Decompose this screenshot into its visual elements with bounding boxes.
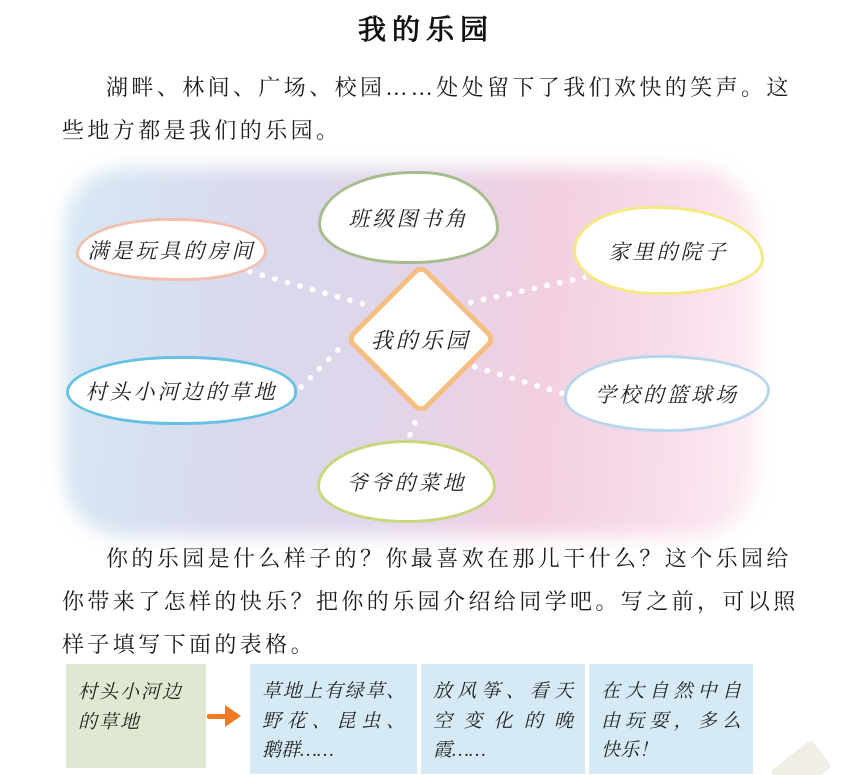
prompt-paragraph [62,537,806,666]
table-cell-line: 草地上有绿草、 [262,681,405,702]
intro-paragraph [62,66,806,152]
arrow-shaft [207,714,227,719]
mindmap-node-label: 村头小河边的草地 [85,379,278,404]
table-cell-line: 在大自然中自 [601,681,741,702]
table-cell-place-line: 村头小河边 [78,682,184,703]
table-cell-line: 霞…… [433,740,486,761]
arrow-right-icon [207,705,245,727]
intro-line-2: 些地方都是我们的乐园。 [62,118,342,143]
intro-line-1: 湖畔、林间、广场、校园……处处留下了我们欢快的笑声。这 [106,75,792,100]
mindmap-node-label: 家里的院子 [608,239,729,264]
prompt-line-3: 样子填写下面的表格。 [62,632,317,657]
prompt-line-2: 你带来了怎样的快乐？把你的乐园介绍给同学吧。写之前，可以照 [62,589,799,614]
table-cell-place [66,664,206,768]
mindmap-center-label: 我的乐园 [370,327,472,353]
mindmap-node-label: 学校的篮球场 [595,382,739,407]
table-cell-line: 由玩耍，多么 [601,710,741,732]
mindmap-node-riverside-grass [66,356,297,425]
mindmap-node-label: 爷爷的菜地 [346,470,467,495]
mindmap-node-label: 满是玩具的房间 [87,238,256,263]
table-cell-line: 快乐！ [601,740,659,761]
page-title: 我的乐园 [357,15,494,46]
arrow-head [225,705,241,727]
table-cell-line: 放风筝、看天 [433,681,573,702]
prompt-line-1: 你的乐园是什么样子的？你最喜欢在那儿干什么？这个乐园给 [106,546,792,571]
table-cell-line: 空变化的晚 [433,710,573,732]
mindmap-node-toy-room [76,218,267,281]
page-corner-decoration [770,740,832,775]
table-cell-scenery [250,664,417,774]
table-cell-line: 野花、昆虫、 [262,710,405,732]
table-cell-feelings [589,664,753,774]
mindmap-node-label: 班级图书角 [348,206,469,231]
table-cell-activities [421,664,585,774]
mindmap-node-grandpa-garden [317,440,496,523]
table-cell-line: 鹅群…… [262,740,334,761]
table-cell-place-line: 的草地 [78,711,142,733]
